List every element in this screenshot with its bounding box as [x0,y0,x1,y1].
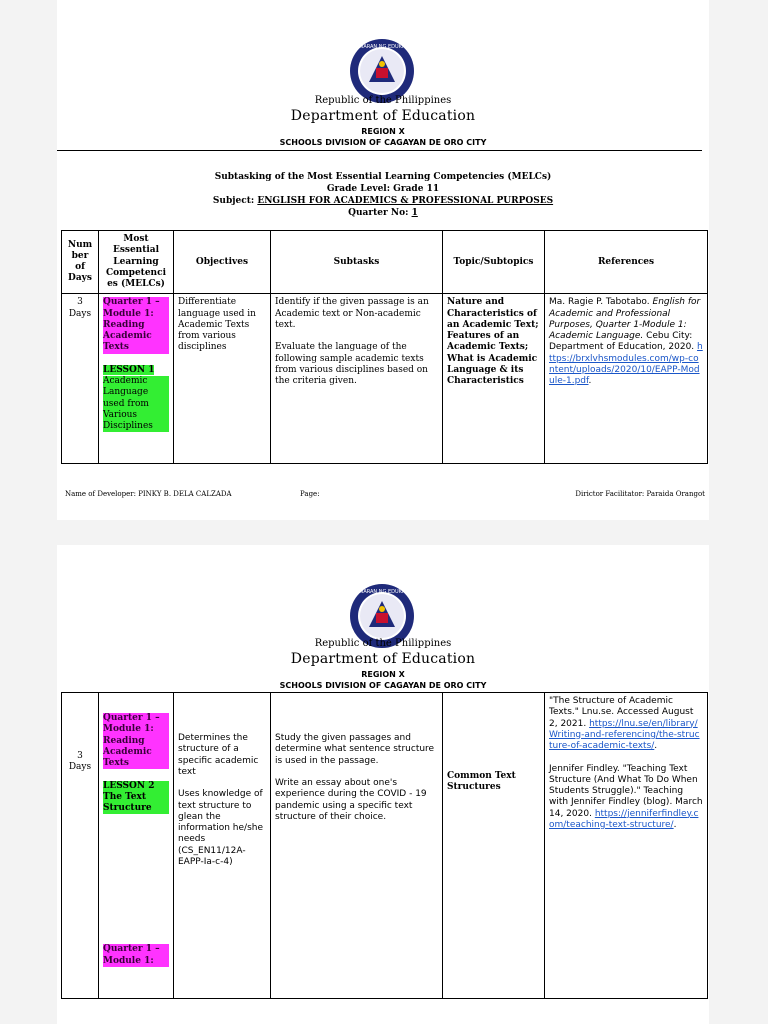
melc-lesson: LESSON 1 [103,364,155,375]
topic-cell: Common Text Structures [443,693,545,999]
quarter-value: 1 [411,208,418,218]
ref-1-link[interactable]: https://lnu.se/en/library/Writing-and-referencing/the-structure-of-academic-texts/ [549,718,700,751]
melc-lesson-title: The Text Structure [103,792,169,815]
objective-cell [174,693,271,999]
svg-text:KAGAWARAN NG EDUKASYON: KAGAWARAN NG EDUKASYON [345,44,419,50]
header-topics: Topic/Subtopics [443,231,545,294]
topic-1: Nature and Characteristics of an Academic Text; [447,297,539,330]
division-label: SCHOOLS DIVISION OF CAGAYAN DE ORO CITY [279,138,487,147]
days-cell: 3 Days [62,294,99,464]
topic-3: What is Academic Language & its Characteristics [447,353,538,386]
subtask-2: Evaluate the language of the following sample academic texts from various disciplines based on the criteria given. [275,342,428,386]
subject-label: Subject: [212,196,258,206]
topic-cell [443,294,545,464]
facilitator-label: Dirictor Facilitator: Paraida Orangot [575,490,705,498]
topic-2: Features of an Academic Texts; [447,331,529,353]
department-label: Department of Education [290,108,476,124]
header-divider [57,150,702,151]
objective-1: Determines the structure of a specific academic text [178,733,259,777]
subtask-cell [271,294,443,464]
melc-table [61,230,708,464]
ref-title: English for Academic and Professional Purposes, Quarter 1-Module 1: Academic Language. [549,297,701,341]
table-row [62,294,708,464]
ref-2-text: Jennifer Findley. "Teaching Text Structure (And What To Do When Students Struggle)." Teaching with Jennifer Findley (blog). March 14, 2020. [549,763,703,819]
document-page-2 [57,545,709,1024]
header-days: Num ber of Days [62,231,99,294]
republic-label: Republic of the Philippines [314,638,452,649]
objective-2: Uses knowledge of text structure to glean the information he/she needs (CS_EN11/12A-EAPP-Ia-c-4) [178,789,264,867]
reference-cell [545,294,708,464]
melc-cell [99,693,174,999]
table-header-row [62,231,708,294]
quarter-label: Quarter No: [348,208,412,218]
reference-cell [545,693,708,999]
subtask-2: Write an essay about one's experience during the COVID - 19 pandemic using a specific text structure of their choice. [275,778,427,822]
document-page-1 [57,0,709,520]
melc-quarter: Quarter 1 – Module 1: Reading Academic Texts [103,713,169,769]
subtask-cell [271,693,443,999]
ref-author: Ma. Ragie P. Tabotabo. [549,297,650,308]
region-label: REGION X [361,670,405,679]
department-label: Department of Education [290,651,476,667]
header-melcs: Most Essential Learning Competenci es (MELCs) [99,231,174,294]
subject-line [57,196,709,206]
ref-2-link[interactable]: https://jenniferfindley.com/teaching-text-structure/ [549,808,699,830]
svg-text:KAGAWARAN NG EDUKASYON: KAGAWARAN NG EDUKASYON [345,589,419,595]
document-title: Subtasking of the Most Essential Learning Competencies (MELCs) [214,172,552,182]
melc-cell [99,294,174,464]
page-gap [0,520,768,545]
ref-1-text: "The Structure of Academic Texts." Lnu.se. Accessed August 2, 2021. [549,696,694,729]
header-references: References [545,231,708,294]
subtask-1: Identify if the given passage is an Academic text or Non-academic text. [275,297,429,330]
table-row [62,693,708,999]
page-label: Page: [300,490,320,498]
melc-next-quarter: Quarter 1 – Module 1: [103,944,169,967]
republic-label: Republic of the Philippines [314,95,452,106]
melc-quarter: Quarter 1 – Module 1: Reading Academic Texts [103,297,169,353]
region-label: REGION X [361,127,405,136]
division-label: SCHOOLS DIVISION OF CAGAYAN DE ORO CITY [279,681,487,690]
days-cell: 3 Days [62,693,99,999]
ref-publisher: Cebu City: Department of Education, 2020. [549,331,695,353]
melc-lesson: LESSON 2 [103,781,169,792]
developer-label: Name of Developer: PINKY B. DELA CALZADA [65,490,232,498]
ref-2-end: . [673,819,677,830]
melc-lesson-title: Academic Language used from Various Disciplines [103,376,169,432]
ref-1-end: . [654,741,658,751]
quarter-line [57,208,709,218]
subject-value: ENGLISH FOR ACADEMICS & PROFESSIONAL PURPOSES [257,196,554,206]
ref-link-end: . [588,376,592,386]
melc-table-continued [61,692,708,999]
header-objectives: Objectives [174,231,271,294]
subtask-1: Study the given passages and determine what sentence structure is used in the passage. [275,733,435,766]
ref-link[interactable]: https://brxlvhsmodules.com/wp-content/uploads/2020/10/EAPP-Module-1.pdf [549,342,703,386]
header-subtasks: Subtasks [271,231,443,294]
objective-cell: Differentiate language used in Academic Texts from various disciplines [174,294,271,464]
grade-level: Grade Level: Grade 11 [326,184,440,194]
